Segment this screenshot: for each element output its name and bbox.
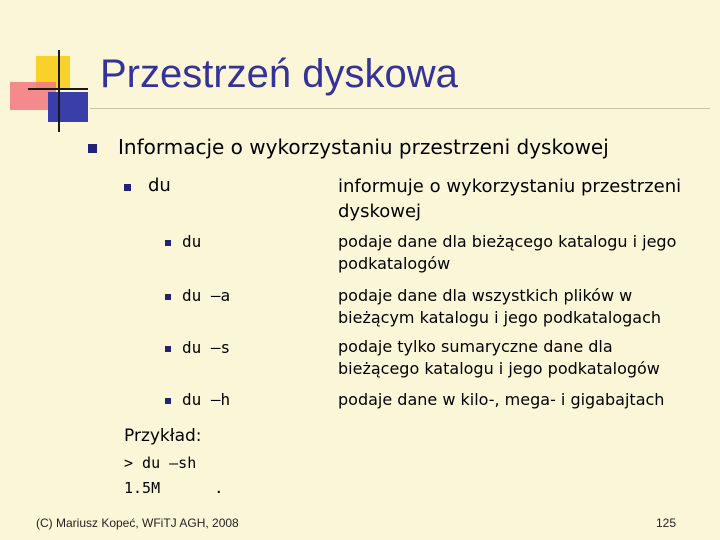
example-label: Przykład: (124, 426, 202, 446)
option-command: du –h (182, 390, 231, 409)
sub-bullet-description: informuje o wykorzystaniu przestrzeni dyskowej (338, 176, 682, 222)
option-description: podaje tylko sumaryczne dane dla bieżącego katalogu i jego podkatalogów (338, 337, 660, 378)
blue-square-icon (48, 92, 88, 122)
sub-bullet-command: du (148, 175, 171, 196)
option-command: du –a (182, 286, 231, 305)
option-description: podaje dane dla wszystkich plików w bieżącym katalogu i jego podkatalogach (338, 286, 662, 327)
page-number: 125 (656, 516, 677, 530)
example-output: 1.5M . (124, 479, 224, 497)
bullet-square-icon (165, 240, 171, 246)
title-divider (90, 108, 710, 109)
logo-horizontal-line (28, 88, 88, 90)
decorative-logo (0, 0, 100, 140)
footer-author: (C) Mariusz Kopeć, WFiTJ AGH, 2008 (36, 516, 239, 530)
bullet-square-icon (124, 184, 131, 191)
logo-vertical-line (58, 50, 60, 132)
option-description: podaje dane dla bieżącego katalogu i jego podkatalogów (338, 232, 677, 273)
page-title: Przestrzeń dyskowa (100, 52, 458, 96)
bullet-square-icon (88, 144, 97, 153)
option-description: podaje dane w kilo-, mega- i gigabajtach (338, 390, 665, 409)
bullet-square-icon (165, 294, 171, 300)
option-command: du –s (182, 338, 231, 357)
bullet-square-icon (165, 346, 171, 352)
option-command: du (182, 232, 202, 251)
example-command: > du –sh (124, 454, 197, 472)
bullet-square-icon (165, 398, 171, 404)
main-bullet-text: Informacje o wykorzystaniu przestrzeni dyskowej (118, 135, 609, 159)
